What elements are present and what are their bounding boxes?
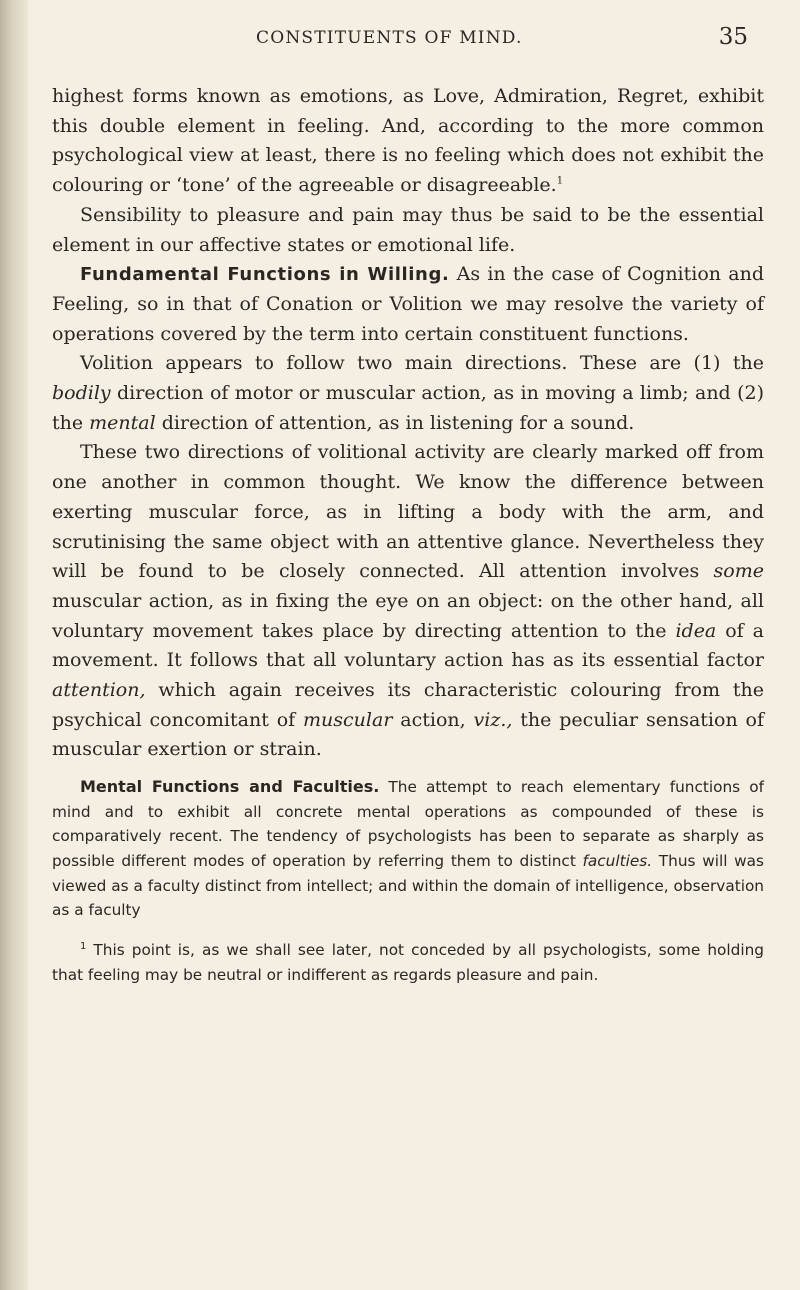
- paragraph-1-text: highest forms known as emotions, as Love, Admiration, Regret, exhibit this double element in feeling. And, according to the more common psychological view at least, there is no feeling which does not exhibit the colouring or ‘tone’ of the agreeable or disagreeable.: [52, 85, 764, 197]
- paragraph-1: [52, 82, 764, 201]
- emphasis-bodily: bodily: [52, 382, 111, 405]
- footnote: [52, 938, 764, 987]
- paragraph-4-text-2: direction of motor or muscular action, as in moving a limb; and (2) the: [52, 382, 764, 434]
- paragraph-6: [52, 775, 764, 923]
- paragraph-5-text-5: action,: [392, 708, 474, 731]
- paragraph-6-text-2: Thus will was viewed as a faculty distinct from intellect; and within the domain of intelligence, observation as a faculty: [52, 851, 764, 920]
- paragraph-4: [52, 349, 764, 438]
- paragraph-5: [52, 438, 764, 765]
- section-heading-faculties: Mental Functions and Faculties.: [80, 777, 380, 797]
- paragraph-5-text-2: muscular action, as in fixing the eye on an object: on the other hand, all voluntary movement takes place by directing attention to the: [52, 589, 764, 642]
- paragraph-5-text-3: of a movement. It follows that all voluntary action has as its essential factor: [52, 619, 764, 672]
- paragraph-3: [52, 260, 764, 349]
- paragraph-4-text-3: direction of attention, as in listening for a sound.: [155, 411, 635, 434]
- paragraph-6-text-1: The attempt to reach elementary functions of mind and to exhibit all concrete mental operations as compounded of these is comparatively recent. The tendency of psychologists has been to separate as sharply as possible different modes of operation by referring them to distinct: [52, 778, 764, 870]
- paragraph-5-text-1: These two directions of volitional activity are clearly marked off from one another in common thought. We know the difference between exerting muscular force, as in lifting a body with the arm, and scrutinising the same object with an attentive glance. Nevertheless they will be found to be closely connected. All attention involves: [52, 441, 764, 583]
- running-title: CONSTITUENTS OF MIND.: [256, 28, 523, 48]
- emphasis-viz: viz.,: [473, 708, 513, 731]
- footnote-ref: 1: [556, 175, 564, 187]
- running-head: [0, 24, 800, 58]
- emphasis-faculties: faculties.: [582, 851, 653, 870]
- emphasis-muscular: muscular: [303, 708, 393, 731]
- footnote-text: This point is, as we shall see later, not conceded by all psychologists, some holding that feeling may be neutral or indifferent as regards pleasure and pain.: [52, 941, 764, 984]
- section-heading-willing: Fundamental Functions in Willing.: [80, 264, 450, 286]
- page-number: 35: [718, 24, 748, 50]
- footnote-marker: 1: [80, 940, 87, 952]
- paragraph-5-text-4: which again receives its characteristic colouring from the psychical concomitant of: [52, 679, 764, 731]
- paragraph-3-text: As in the case of Cognition and Feeling, so in that of Conation or Volition we may resolve the variety of operations covered by the term into certain constituent functions.: [52, 263, 764, 345]
- paragraph-2: Sensibility to pleasure and pain may thus be said to be the essential element in our affective states or emotional life.: [52, 203, 764, 256]
- emphasis-idea: idea: [675, 619, 717, 642]
- paragraph-5-text-6: the peculiar sensation of muscular exertion or strain.: [52, 708, 765, 761]
- emphasis-some: some: [713, 560, 764, 583]
- paragraph-4-text-1: Volition appears to follow two main directions. These are (1) the: [80, 352, 764, 375]
- emphasis-attention: attention,: [52, 679, 146, 702]
- emphasis-mental: mental: [89, 411, 156, 434]
- page-gutter-shadow: [0, 0, 28, 1290]
- page-body: [52, 82, 764, 1003]
